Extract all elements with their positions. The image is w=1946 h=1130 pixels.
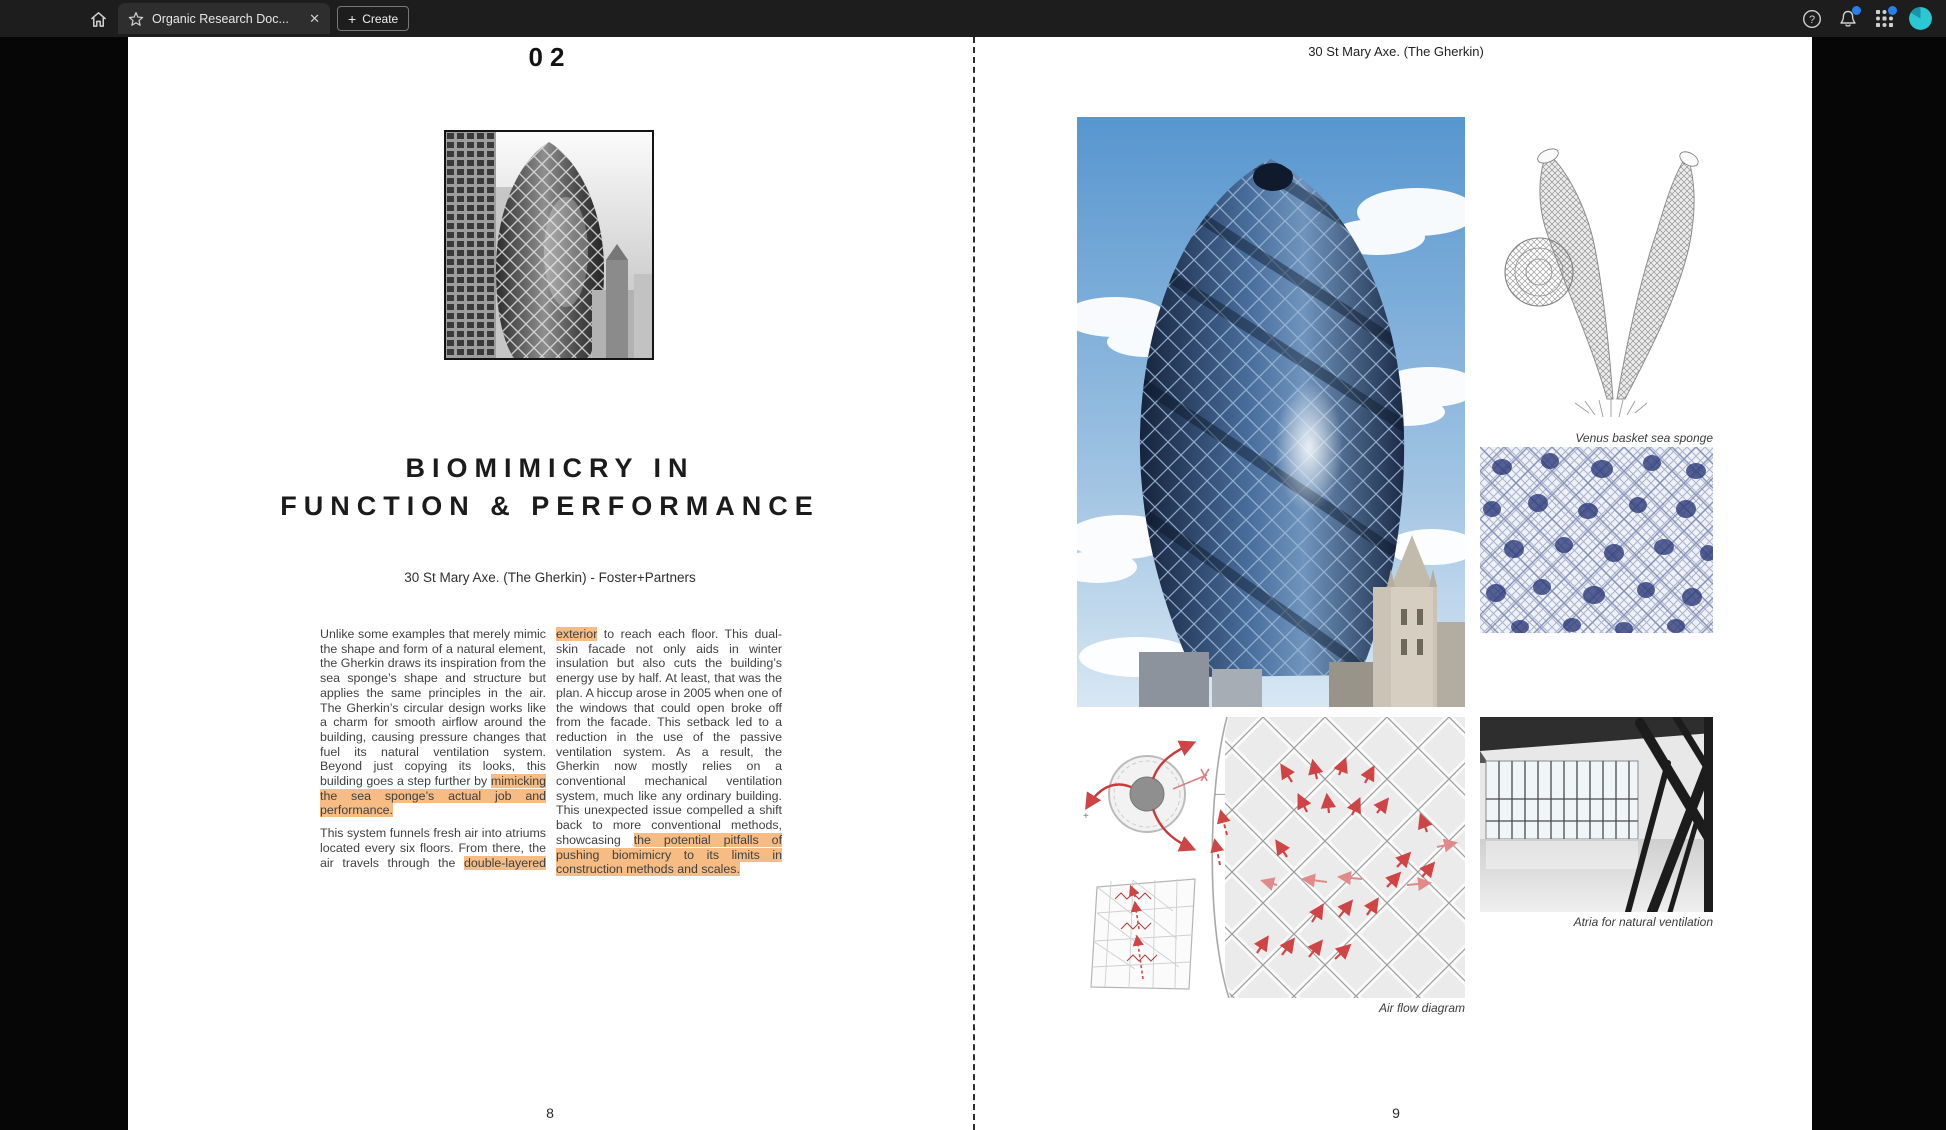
create-label: Create xyxy=(362,11,399,26)
section-number: 02 xyxy=(528,42,572,72)
notification-dot xyxy=(1852,6,1861,15)
svg-text:?: ? xyxy=(1808,13,1816,26)
page-title xyxy=(210,449,890,525)
plus-icon: + xyxy=(348,10,357,27)
atria-interior-photo xyxy=(1480,717,1713,912)
paragraph: Unlike some examples that merely mimic the shape and form of a natural element, the Gherkin draws its inspiration from the sea sponge’s shape and structure but applies the same principles in the air. The Gherkin’s circular design works like a charm for smooth airflow around the building, causing pressure changes that fuel its natural ventilation system. Beyond just copying its looks, this building goes a step further by mimicking the sea sponge’s actual job and performance. xyxy=(320,627,546,818)
tab-close-button[interactable]: ✕ xyxy=(309,11,320,26)
apps-notification-dot xyxy=(1888,6,1897,15)
sponge-caption: Venus basket sea sponge xyxy=(1575,431,1713,445)
avatar[interactable] xyxy=(1909,7,1932,30)
gherkin-color-photo xyxy=(1077,117,1465,707)
airflow-caption: Air flow diagram xyxy=(1378,1001,1465,1015)
help-icon xyxy=(1802,9,1822,29)
bw-gherkin-photo xyxy=(444,130,654,360)
document-tab[interactable] xyxy=(118,3,330,34)
article-text xyxy=(320,627,782,883)
page-separator xyxy=(973,37,975,1130)
apps-button[interactable] xyxy=(1873,8,1895,30)
page-number-left: 8 xyxy=(546,1105,554,1121)
home-icon xyxy=(89,10,108,29)
highlighted-text: the potential pitfalls of pushing biomimicry to its limits in construction methods and scales. xyxy=(556,832,783,877)
svg-text:—: — xyxy=(1215,789,1225,800)
air-flow-diagram xyxy=(1077,717,1465,998)
create-button[interactable] xyxy=(337,6,409,31)
page-subtitle: 30 St Mary Axe. (The Gherkin) - Foster+Partners xyxy=(404,570,696,585)
topbar xyxy=(0,0,1946,37)
highlighted-text: double-layered exterior xyxy=(464,627,598,870)
page-number-right: 9 xyxy=(1392,1105,1400,1121)
page-spread xyxy=(128,37,1812,1130)
paragraph: This system funnels fresh air into atriums located every six floors. From there, the air travels through the double-layered exterior to reach each floor. This dual-skin facade not only aids in winter insulation but also cuts the building’s energy use by half. At least, that was the plan. A hiccup arose in 2005 when one of the windows that could open broke off from the facade. This setback led to a reduction in the use of the passive ventilation system. As a result, the Gherkin now mostly relies on a conventional mechanical ventilation system, much like any ordinary building. This unexpected issue compelled a shift back to more conventional methods, showcasing the potential pitfalls of pushing biomimicry to its limits in construction methods and scales. xyxy=(320,627,783,877)
help-button[interactable] xyxy=(1801,8,1823,30)
topbar-right-actions xyxy=(1801,0,1932,37)
title-line-1: BIOMIMICRY IN xyxy=(405,453,695,483)
tab-title: Organic Research Doc... xyxy=(152,11,289,26)
highlighted-text: mimicking the sea sponge’s actual job and performance. xyxy=(320,774,546,818)
interior-caption: Atria for natural ventilation xyxy=(1573,915,1713,929)
title-line-2: FUNCTION & PERFORMANCE xyxy=(280,491,820,521)
sea-sponge-illustration xyxy=(1489,137,1713,428)
star-icon[interactable] xyxy=(128,11,144,27)
sponge-texture-photo xyxy=(1480,447,1713,633)
svg-text:+: + xyxy=(1083,811,1089,822)
home-button[interactable] xyxy=(86,7,110,31)
notifications-button[interactable] xyxy=(1837,8,1859,30)
right-page-header: 30 St Mary Axe. (The Gherkin) xyxy=(1308,44,1484,59)
